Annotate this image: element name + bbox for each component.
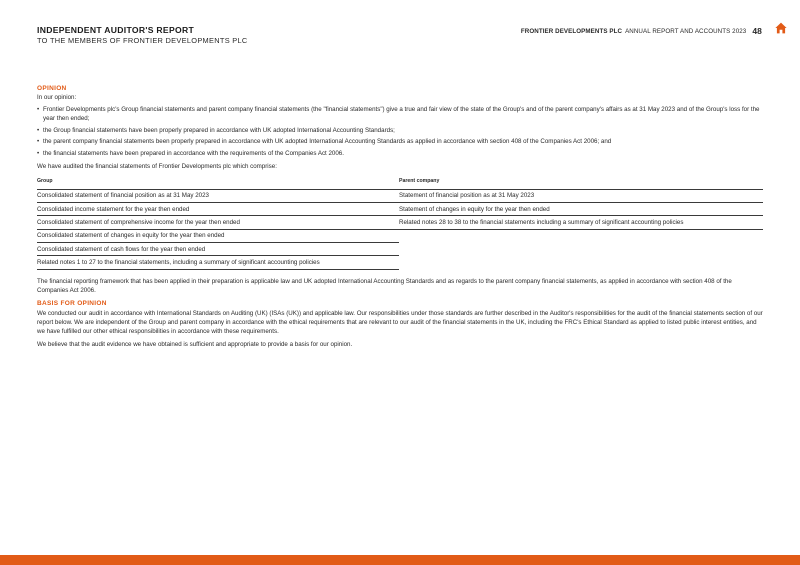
report-name: ANNUAL REPORT AND ACCOUNTS 2023 <box>625 27 747 35</box>
report-subtitle: TO THE MEMBERS OF FRONTIER DEVELOPMENTS PLC <box>37 36 248 45</box>
table-row <box>37 216 763 229</box>
page-header <box>37 25 248 45</box>
parent-cell: Statement of financial position as at 31 May 2023 <box>399 189 763 202</box>
page-number: 48 <box>752 26 762 36</box>
group-cell: Consolidated statement of comprehensive income for the year then ended <box>37 216 399 229</box>
table-row <box>37 229 763 242</box>
parent-cell <box>399 256 763 269</box>
opinion-intro: In our opinion: <box>37 94 77 102</box>
main-content <box>37 84 763 350</box>
audited-intro: We have audited the financial statements of Frontier Developments plc which comprise: <box>37 163 277 171</box>
opinion-bullet: • the parent company financial statements been properly prepared in accordance with UK adopted International Accounting Standards as applied in accordance with section 408 of the Companies Act 2006; and <box>37 137 763 146</box>
column-header-group: Group <box>37 175 399 190</box>
statements-table <box>37 175 763 270</box>
basis-paragraph: We conducted our audit in accordance with International Standards on Auditing (UK) (ISAs (UK)) and applicable law. Our responsibilities under those standards are further described in the Auditor's responsibilities for the audit of the financial statements section of our report below. We are independent of the Group and parent company in accordance with the ethical requirements that are relevant to our audit of the financial statements in the UK, including the FRC's Ethical Standard as applied to listed public interest entities, and we have fulfilled our other ethical responsibilities in accordance with these requirements. <box>37 309 763 336</box>
opinion-bullet: • the Group financial statements have been properly prepared in accordance with UK adopted International Accounting Standards; <box>37 126 763 135</box>
table-header-row <box>37 175 763 190</box>
parent-cell: Related notes 28 to 38 to the financial statements including a summary of significant accounting policies <box>399 216 763 229</box>
table-row <box>37 256 763 269</box>
opinion-bullet-list <box>37 105 763 159</box>
opinion-heading: OPINION <box>37 85 67 92</box>
basis-heading: BASIS FOR OPINION <box>37 300 107 308</box>
table-row <box>37 203 763 216</box>
report-title: INDEPENDENT AUDITOR'S REPORT <box>37 25 195 35</box>
table-row <box>37 243 763 256</box>
company-name: FRONTIER DEVELOPMENTS PLC <box>520 27 623 35</box>
parent-cell: Statement of changes in equity for the year then ended <box>399 203 763 216</box>
home-icon[interactable] <box>775 22 787 34</box>
opinion-bullet: • Frontier Developments plc's Group financial statements and parent company financial statements (the "financial statements") give a true and fair view of the state of the Group's and of the parent company's affairs as at 31 May 2023 and of the Group's loss for the year then ended; <box>37 105 763 124</box>
parent-cell <box>399 229 763 242</box>
running-header <box>521 26 762 36</box>
opinion-bullet: • the financial statements have been prepared in accordance with the requirements of the Companies Act 2006. <box>37 149 763 158</box>
basis-conclusion: We believe that the audit evidence we have obtained is sufficient and appropriate to provide a basis for our opinion. <box>37 341 353 349</box>
group-cell: Consolidated statement of changes in equity for the year then ended <box>37 229 399 242</box>
framework-paragraph: The financial reporting framework that has been applied in their preparation is applicable law and UK adopted International Accounting Standards and as regards to the parent company financial statements, as applied in accordance with section 408 of the Companies Act 2006. <box>37 277 732 294</box>
group-cell: Consolidated statement of financial position as at 31 May 2023 <box>37 189 399 202</box>
group-cell: Consolidated income statement for the year then ended <box>37 203 399 216</box>
parent-cell <box>399 243 763 256</box>
group-cell: Related notes 1 to 27 to the financial statements, including a summary of significant accounting policies <box>37 256 399 269</box>
group-cell: Consolidated statement of cash flows for the year then ended <box>37 243 399 256</box>
table-row <box>37 189 763 202</box>
column-header-parent: Parent company <box>399 175 763 190</box>
footer-bar <box>0 555 800 565</box>
